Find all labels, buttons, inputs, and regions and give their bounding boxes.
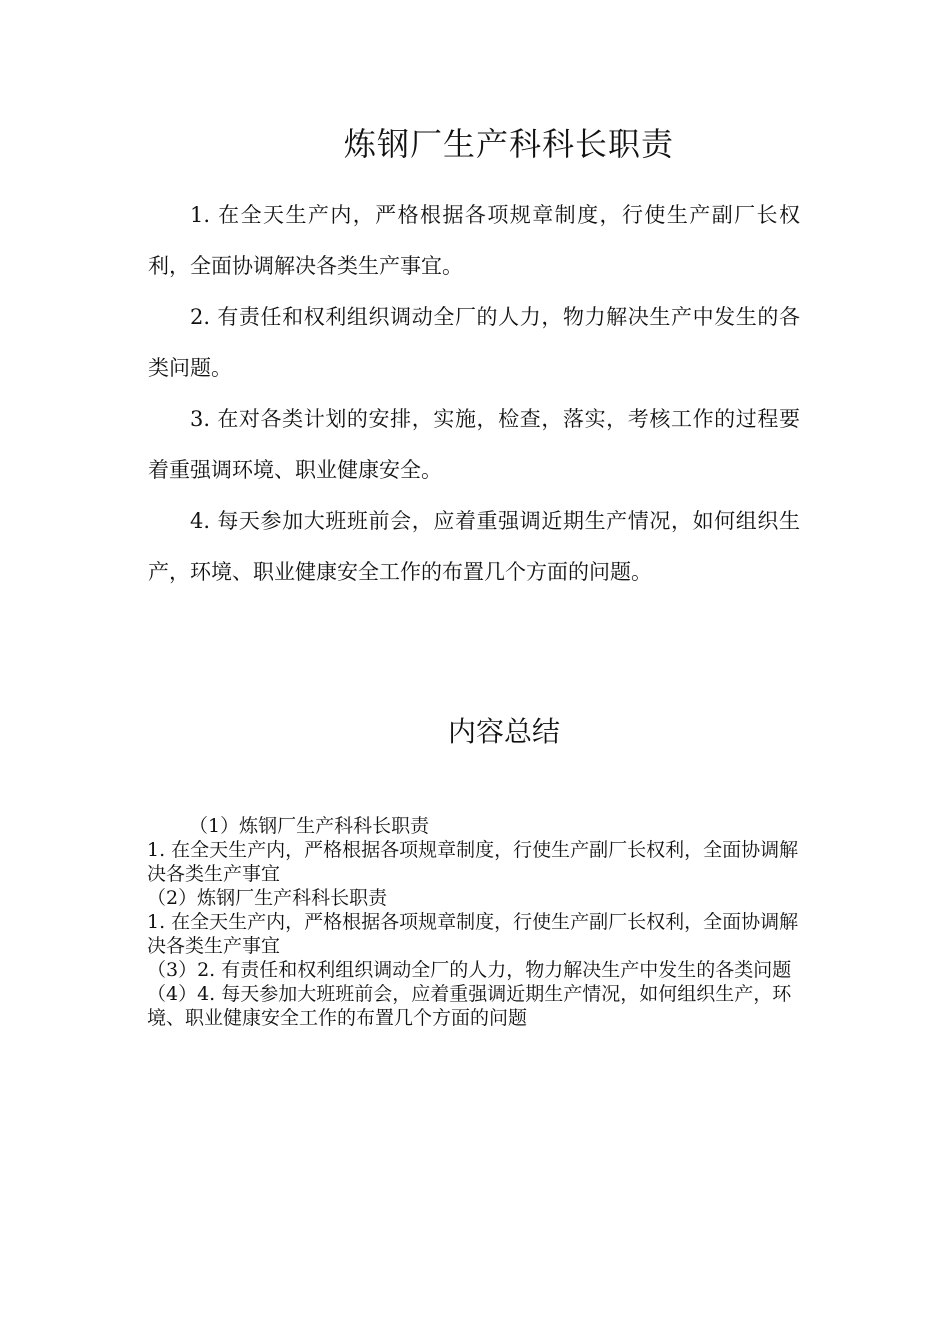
paragraph-3: 3. 在对各类计划的安排，实施，检查，落实，考核工作的过程要着重强调环境、职业健康安全。 — [148, 407, 800, 482]
paragraph-1: 1. 在全天生产内，严格根据各项规章制度，行使生产副厂长权利，全面协调解决各类生产事宜。 — [148, 203, 800, 278]
summary-line-2: 1. 在全天生产内，严格根据各项规章制度，行使生产副厂长权利，全面协调解决各类生产事宜 — [147, 839, 799, 885]
summary-line-3: （2）炼钢厂生产科科长职责 — [147, 887, 388, 909]
paragraph-4: 4. 每天参加大班班前会，应着重强调近期生产情况，如何组织生产，环境、职业健康安全工作的布置几个方面的问题。 — [148, 509, 800, 584]
summary-line-4: 1. 在全天生产内，严格根据各项规章制度，行使生产副厂长权利，全面协调解决各类生产事宜 — [147, 911, 799, 957]
paragraph-2: 2. 有责任和权利组织调动全厂的人力，物力解决生产中发生的各类问题。 — [148, 305, 800, 380]
summary-title: 内容总结 — [447, 715, 560, 748]
summary-line-1: （1）炼钢厂生产科科长职责 — [189, 815, 430, 837]
summary-line-6: （4）4. 每天参加大班班前会，应着重强调近期生产情况，如何组织生产，环境、职业健康安全工作的布置几个方面的问题 — [147, 983, 792, 1029]
summary-section — [147, 814, 807, 1030]
summary-line-5: （3）2. 有责任和权利组织调动全厂的人力，物力解决生产中发生的各类问题 — [147, 959, 792, 981]
document-title: 炼钢厂生产科科长职责 — [343, 125, 674, 163]
document-body — [148, 190, 800, 598]
